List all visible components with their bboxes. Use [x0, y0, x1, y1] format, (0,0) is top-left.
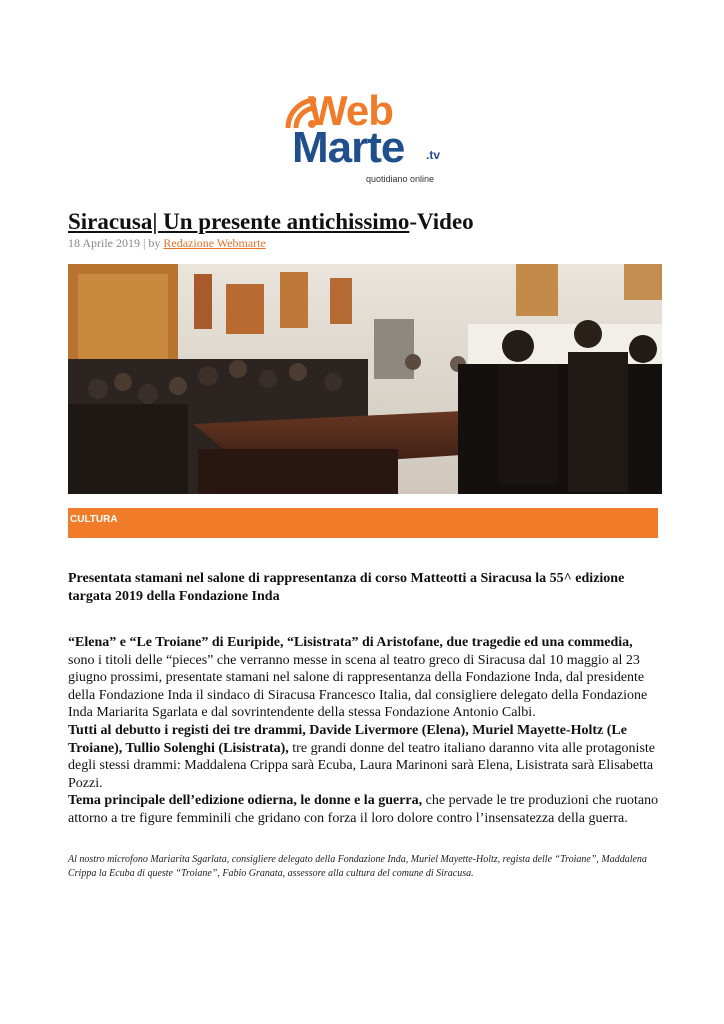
- logo-word-web: Web: [308, 87, 393, 134]
- paragraph-1-text: sono i titoli delle “pieces” che verranno messe in scena al teatro greco di Siracusa dal 10 maggio al 23 giugno prossimi, presentate stamani nel salone di rappresentanza della Fondazione Inda, dal presidente della Fondazione Inda il sindaco di Siracusa Francesco Italia, dal consigliere delegato della Fondazione Inda Mariarita Sgarlata e dal sovrintendente della stessa Fondazione Antonio Calbi.: [68, 652, 648, 721]
- paragraph-1-bold: “Elena” e “Le Troiane” di Euripide, “Lisistrata” di Aristofane, due tragedie ed una commedia,: [68, 635, 633, 650]
- press-conference-photo: [68, 264, 662, 494]
- paragraph-3: [68, 792, 662, 827]
- paragraph-1: [68, 634, 662, 722]
- site-logo[interactable]: [282, 88, 452, 188]
- article-meta: [68, 236, 266, 251]
- logo-tagline: quotidiano online: [366, 174, 435, 184]
- category-label[interactable]: CULTURA: [70, 514, 118, 525]
- video-caption: Al nostro microfono Mariarita Sgarlata, consigliere delegato della Fondazione Inda, Muriel Mayette-Holtz, regista delle “Troiane”, Maddalena Crippa la Ecuba di queste “Troiane”, Fabio Granata, assessore alla cultura del comune di Siracusa.: [68, 854, 647, 879]
- article-title: [68, 208, 474, 236]
- byline-separator: | by: [140, 236, 164, 250]
- logo-suffix: .tv: [426, 148, 441, 162]
- article-lead: Presentata stamani nel salone di rappresentanza di corso Matteotti a Siracusa la 55^ edizione targata 2019 della Fondazione Inda: [68, 571, 625, 604]
- author-link[interactable]: Redazione Webmarte: [163, 236, 266, 250]
- paragraph-2: [68, 722, 662, 792]
- paragraph-2-bold: Tutti al debutto i registi dei tre drammi, Davide Livermore (Elena), Muriel Mayette-Holtz (Le Troiane), Tullio Solenghi (Lisistrata),: [68, 722, 627, 756]
- article-date: 18 Aprile 2019: [68, 236, 140, 250]
- paragraph-3-bold: Tema principale dell’edizione odierna, le donne e la guerra,: [68, 793, 423, 809]
- category-bar: [68, 508, 658, 538]
- paragraph-3-text: che pervade le tre produzioni che ruotano attorno a tre figure femminili che gridano con forza il loro dolore contro l’insensatezza della guerra.: [68, 793, 659, 826]
- paragraph-2-text: tre grandi donne del teatro italiano daranno vita alle protagoniste degli stessi drammi: Maddalena Crippa sarà Ecuba, Laura Marinoni sarà Elena, Lisistrata sarà Elisabetta Pozzi.: [68, 740, 655, 791]
- logo-word-marte: Marte: [292, 123, 405, 172]
- article-title-tail: -Video: [409, 209, 474, 234]
- article-title-link[interactable]: Siracusa| Un presente antichissimo: [68, 209, 410, 234]
- article-body: [68, 634, 662, 828]
- article-photo: [68, 264, 662, 494]
